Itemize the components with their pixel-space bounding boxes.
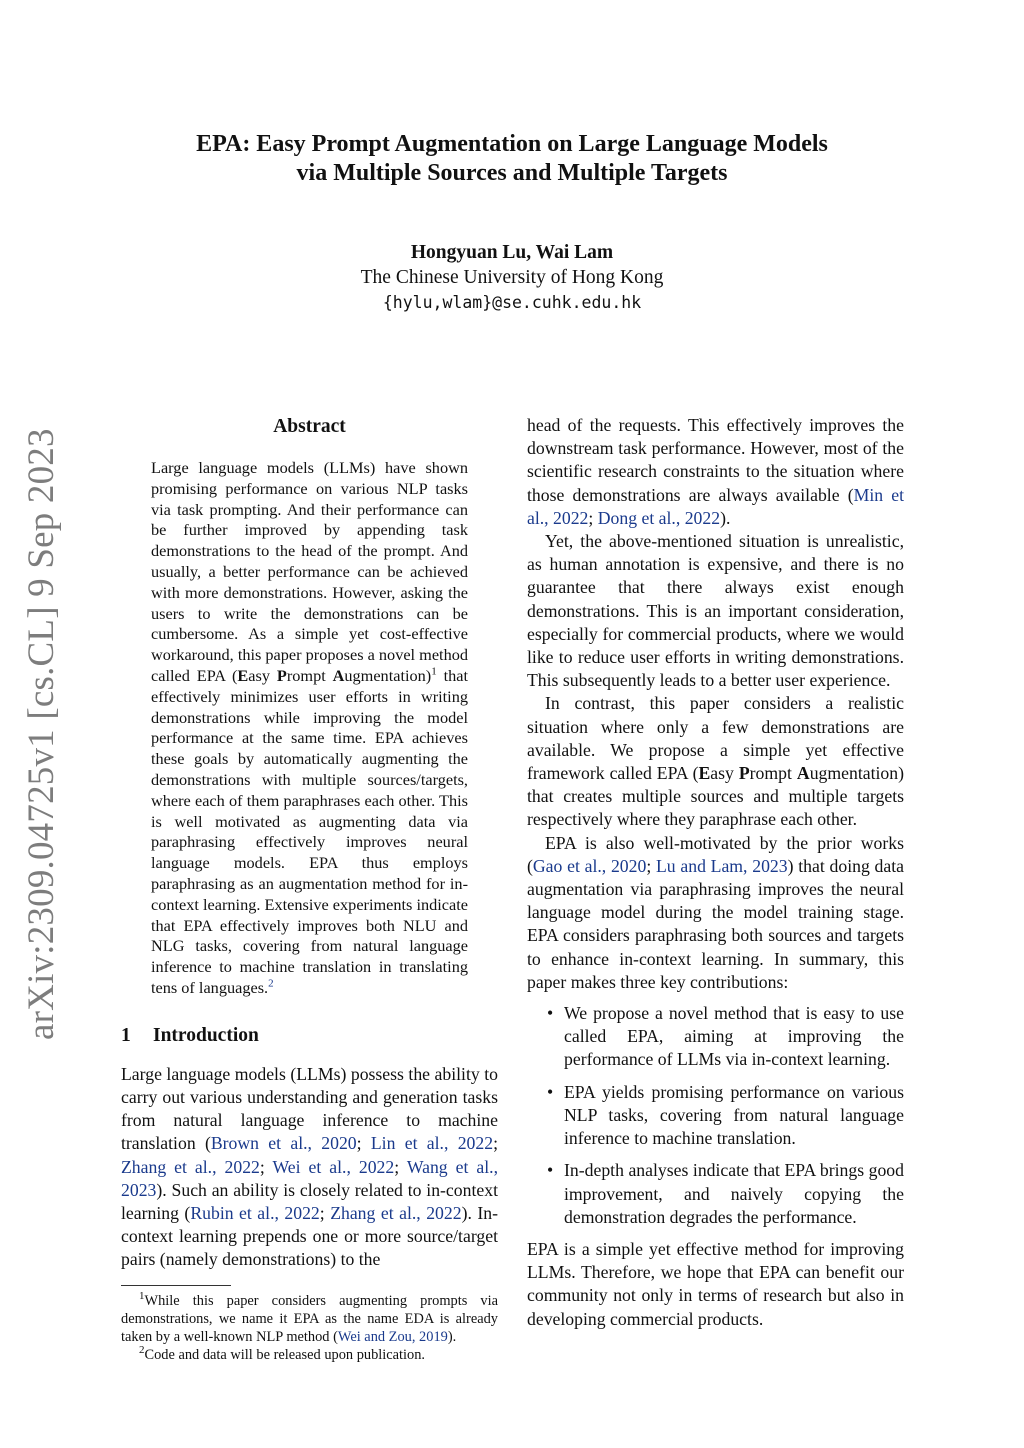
text-run: ). <box>720 507 731 528</box>
intro-paragraph-1: Large language models (LLMs) possess the ability to carry out various understanding and generation tasks from natural language inference to machine translation (Brown et al., 2020; Lin et al., 2022; Zhang et al., 2022; Wei et al., 2022; Wang et al., 2023). Such an ability is closely related to in-context learning (Rubin et al., 2022; Zhang et al., 2022). In-context learning prepends one or more source/target pairs (namely demonstrations) to the <box>121 1063 498 1270</box>
citation-link[interactable]: Wang et al., 2023 <box>121 1156 498 1200</box>
footnotes <box>121 1289 498 1364</box>
abstract-text: Large language models (LLMs) have shown promising performance on various NLP tasks via task prompting. And their performance can be further improved by appending task demonstrations to the head of the prompt. And usually, a better performance can be achieved with more demonstrations. However, asking the users to write the demonstrations can be cumbersome. As a simple yet cost-effective workaround, this paper proposes a novel method called EPA (Easy Prompt Augmentation)$^1$ that effectively minimizes user efforts in writing demonstrations while improving the model performance at the same time. EPA achieves these goals by automatically augmenting the demonstrations with multiple sources/targets, where each of them paraphrases each other. This is well motivated as augmenting data via paraphrasing effectively improves neural language models. EPA thus employs paraphrasing as an augmentation method for in-context learning. Extensive experiments indicate that EPA effectively improves both NLU and NLG tasks, covering from natural language inference to machine translation in translating tens of languages.$^2$ <box>151 458 468 997</box>
bullet-icon: • <box>547 1003 554 1024</box>
citation-link[interactable]: Lin et al., 2022 <box>370 1133 494 1154</box>
author-email: {hylu,wlam}@se.cuhk.edu.hk <box>382 293 642 312</box>
left-column <box>121 412 498 1364</box>
list-item: • In-depth analyses indicate that EPA brings good improvement, and naively copying the demonstration degrades the performance. <box>547 1160 904 1227</box>
citation-link[interactable]: Zhang et al., 2022 <box>330 1202 462 1223</box>
intro-paragraph-2: Yet, the above-mentioned situation is unrealistic, as human annotation is expensive, and there is no guarantee that there always exist enough demonstrations. This is an important consideration, especially for commercial products, where we would like to reduce user efforts in writing demonstrations. This subsequently leads to a better user experience. <box>527 531 904 691</box>
intro-paragraph-4: EPA is also well-motivated by the prior works (Gao et al., 2020; Lu and Lam, 2023) that doing data augmentation via paraphrasing improves the neural language model during the model training stage. EPA considers paraphrasing both sources and targets to enhance in-context learning. In summary, this paper makes three key contributions: <box>527 832 904 992</box>
bullet-icon: • <box>547 1160 554 1181</box>
footnote-2-marker[interactable]: 2 <box>268 977 274 990</box>
citation-link[interactable]: Wei et al., 2022 <box>272 1156 395 1177</box>
footnote-divider <box>121 1285 231 1286</box>
title-line-2: via Multiple Sources and Multiple Targets <box>296 160 728 186</box>
text-run: head of the requests. This effectively improves the downstream task performance. However, most of the scientific research constraints to the situation where those demonstrations are always available ( <box>527 415 904 505</box>
author-names: Hongyuan Lu, Wai Lam <box>410 242 614 263</box>
intro-paragraph-1-continued <box>527 414 904 530</box>
paper-title <box>120 130 904 188</box>
list-item: • EPA yields promising performance on various NLP tasks, covering from natural language inference to machine translation. <box>547 1081 904 1149</box>
intro-paragraph-5: EPA is a simple yet effective method for improving LLMs. Therefore, we hope that EPA can benefit our community not only in terms of research but also in developing commercial products. <box>527 1238 904 1329</box>
citation-link[interactable]: Dong et al., 2022 <box>597 507 721 528</box>
citation-link[interactable]: Lu and Lam, 2023 <box>655 855 788 876</box>
right-column <box>527 414 904 1331</box>
author-block <box>120 240 904 315</box>
text-run: ; <box>588 507 598 528</box>
citation-link[interactable]: Zhang et al., 2022 <box>121 1156 260 1177</box>
citation-link[interactable]: Brown et al., 2020 <box>210 1133 357 1154</box>
citation-link[interactable]: Wei and Zou, 2019 <box>337 1328 448 1345</box>
footnote-2: $^2$Code and data will be released upon publication. <box>139 1343 426 1363</box>
intro-paragraph-3: In contrast, this paper considers a realistic situation where only a few demonstrations are available. We propose a simple yet effective framework called EPA (Easy Prompt Augmentation) that creates multiple sources and multiple targets respectively where they paraphrase each other. <box>527 693 904 830</box>
abstract-heading: Abstract <box>273 416 346 437</box>
citation-link[interactable]: Rubin et al., 2022 <box>190 1202 320 1223</box>
bullet-icon: • <box>547 1081 554 1102</box>
citation-link[interactable]: Min et al., 2022 <box>527 484 905 528</box>
footnote-1: $^1$While this paper considers augmenting prompts via demonstrations, we name it EPA as the name EDA is already taken by a well-known NLP method (Wei and Zou, 2019). <box>121 1289 498 1345</box>
arxiv-identifier: arXiv:2309.04725v1 [cs.CL] 9 Sep 2023 <box>21 428 62 1040</box>
section-heading-introduction: 1 Introduction <box>121 1024 259 1046</box>
title-line-1: EPA: Easy Prompt Augmentation on Large Language Models <box>196 131 828 157</box>
author-affiliation: The Chinese University of Hong Kong <box>360 267 664 288</box>
citation-link[interactable]: Gao et al., 2020 <box>532 855 647 876</box>
list-item: • We propose a novel method that is easy to use called EPA, aiming at improving the performance of LLMs via in-context learning. <box>547 1003 904 1070</box>
footnote-1-marker[interactable]: 1 <box>431 665 437 678</box>
contributions-list <box>527 1002 904 1229</box>
